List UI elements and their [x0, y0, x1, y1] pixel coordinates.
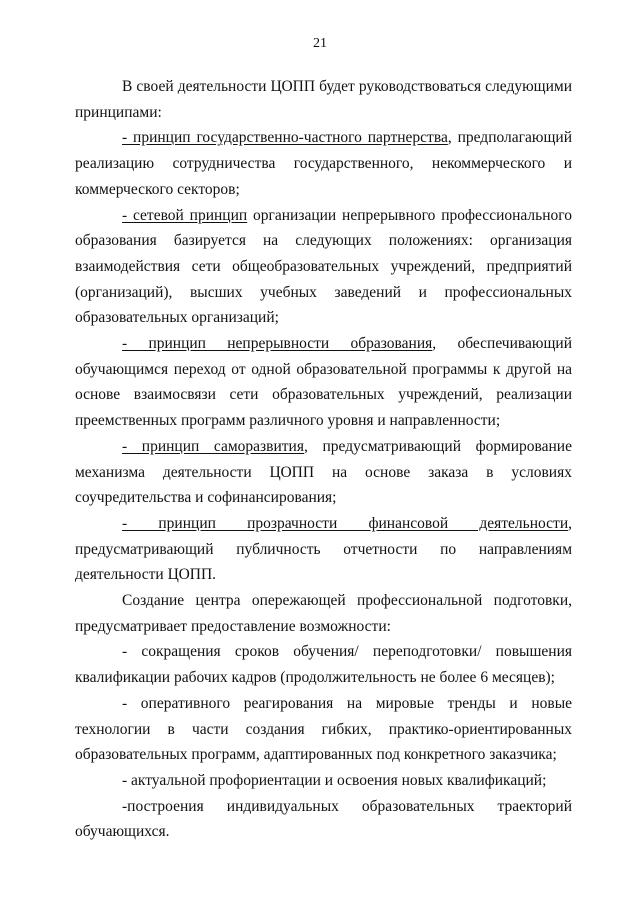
principle-title: - принцип саморазвития [122, 437, 304, 455]
document-body [75, 74, 572, 845]
principle-title: - принцип непрерывности образования [122, 335, 433, 353]
list-item [75, 639, 572, 690]
principle-title: - принцип государственно-частного партнерства [122, 129, 448, 147]
paragraph-text: - сокращения сроков обучения/ переподготовки/ повышения квалификации рабочих кадров (продолжительность не более 6 месяцев); [75, 643, 572, 687]
principle-continuity [75, 331, 572, 434]
paragraph-text: , обеспечивающий обучающимся переход от одной образовательной программы к другой на основе взаимосвязи сети образовательных учреждений, реализации преемственных программ различного уровня и направленности; [75, 335, 572, 430]
paragraph-text: Создание центра опережающей профессиональной подготовки, предусматривает предоставление возможности: [75, 592, 572, 635]
paragraph-text: В своей деятельности ЦОПП будет руководствоваться следующими принципами: [75, 78, 572, 121]
principle-title: - принцип прозрачности финансовой деятельности [122, 514, 569, 532]
principle-title: - сетевой принцип [122, 206, 248, 224]
paragraph-text: организации непрерывного профессионального образования базируется на следующих положениях: организация взаимодействия сети общеобразовательных учреждений, предприятий (организаций), высших учебных заведений и профессиональных образовательных организаций; [75, 206, 572, 327]
principle-self-development [75, 434, 572, 511]
paragraph-text: , предусматривающий формирование механизма деятельности ЦОПП на основе заказа в условиях соучредительства и софинансирования; [75, 437, 572, 507]
paragraph-text: - оперативного реагирования на мировые тренды и новые технологии в части создания гибких, практико-ориентированных образовательных программ, адаптированных под конкретного заказчика; [75, 694, 572, 764]
page-number: 21 [313, 36, 327, 51]
paragraph-text: -построения индивидуальных образовательных траекторий обучающихся. [75, 797, 572, 841]
center-creation-paragraph [75, 588, 572, 639]
principle-network [75, 203, 572, 332]
paragraph-text: , предусматривающий публичность отчетности по направлениям деятельности ЦОПП. [75, 514, 572, 584]
paragraph-text: - актуальной профориентации и освоения новых квалификаций; [122, 771, 547, 789]
principle-financial-transparency [75, 511, 572, 588]
intro-paragraph [75, 74, 572, 125]
list-item [75, 691, 572, 768]
list-item [75, 794, 572, 845]
list-item [75, 768, 572, 794]
principle-public-private-partnership [75, 125, 572, 202]
paragraph-text: , предполагающий реализацию сотрудничества государственного, некоммерческого и коммерческого секторов; [75, 129, 572, 198]
